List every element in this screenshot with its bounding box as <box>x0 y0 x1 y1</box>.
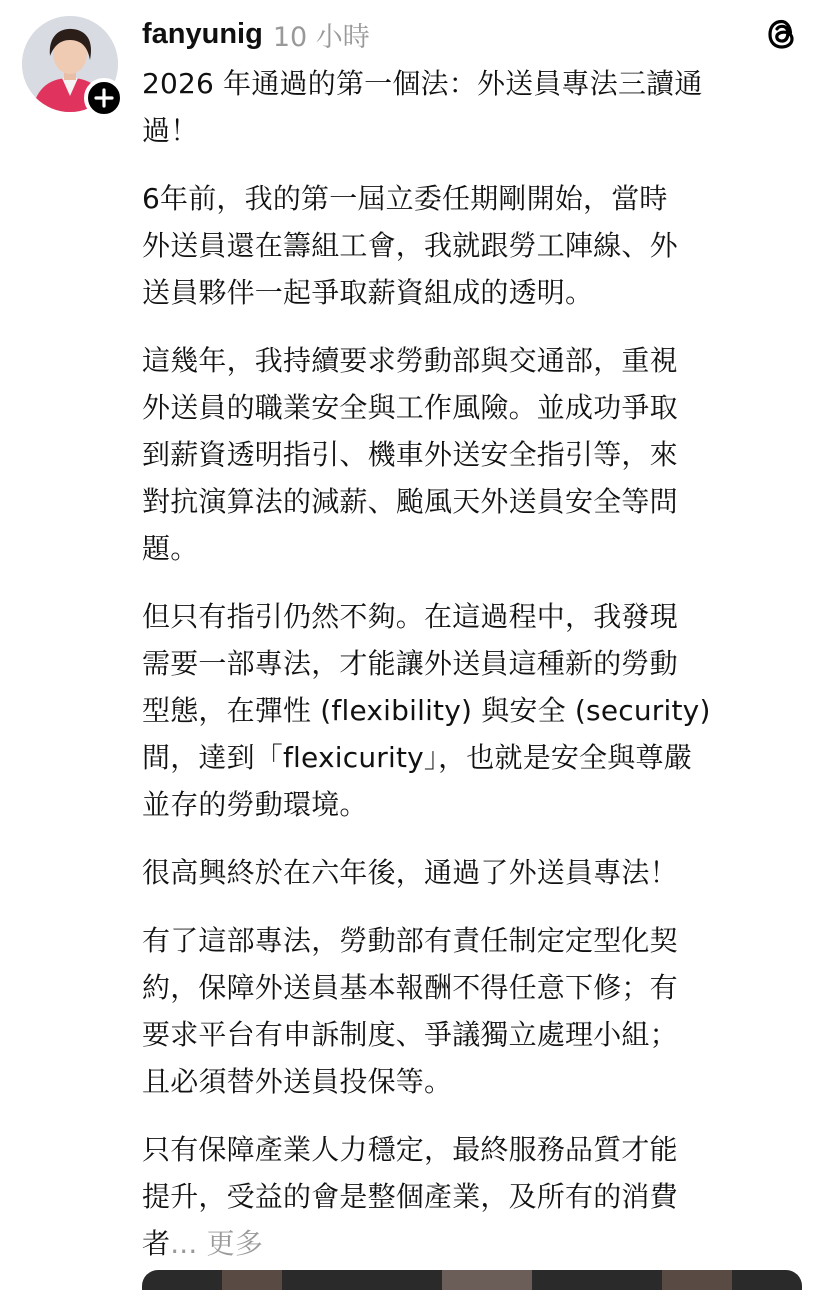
media-preview-segment <box>662 1270 732 1290</box>
post-paragraph-6 <box>142 1126 807 1267</box>
timestamp: 10 小時 <box>272 21 370 53</box>
avatar-container[interactable] <box>22 16 122 116</box>
media-preview-segment <box>442 1270 532 1290</box>
post-paragraph-3: 但只有指引仍然不夠。在這過程中，我發現 需要一部專法，才能讓外送員這種新的勞動 型態，在彈性 (flexibility) 與安全 (security) 間，達到「flexicurity」，也就是安全與尊嚴 並存的勞動環境。 <box>142 600 711 821</box>
post-paragraph-6-text: 只有保障產業人力穩定，最終服務品質才能 提升，受益的會是整個產業，及所有的消費 者 <box>142 1133 678 1260</box>
truncation-ellipsis: ... <box>170 1227 198 1260</box>
follow-button[interactable] <box>84 78 124 118</box>
plus-icon <box>94 88 114 108</box>
post-paragraph-4: 很高興終於在六年後，通過了外送員專法！ <box>142 856 678 889</box>
post-header <box>142 12 370 56</box>
media-preview-segment <box>222 1270 282 1290</box>
post-paragraph-title: 2026 年通過的第一個法：外送員專法三讀通 過！ <box>142 67 703 147</box>
more-link[interactable]: 更多 <box>197 1227 264 1260</box>
post-body[interactable] <box>142 60 807 1267</box>
post-paragraph-2: 這幾年，我持續要求勞動部與交通部，重視 外送員的職業安全與工作風險。並成功爭取 到薪資透明指引、機車外送安全指引等，來 對抗演算法的減薪、颱風天外送員安全等問 題。 <box>142 344 678 565</box>
threads-logo-icon[interactable] <box>764 16 800 52</box>
post-paragraph-1: 6年前，我的第一屆立委任期剛開始，當時 外送員還在籌組工會，我就跟勞工陣線、外 送員夥伴一起爭取薪資組成的透明。 <box>142 182 678 309</box>
media-preview[interactable] <box>142 1270 802 1290</box>
username[interactable]: fanyunig <box>142 17 263 50</box>
post-paragraph-5: 有了這部專法，勞動部有責任制定定型化契 約，保障外送員基本報酬不得任意下修；有 要求平台有申訴制度、爭議獨立處理小組； 且必須替外送員投保等。 <box>142 924 678 1098</box>
